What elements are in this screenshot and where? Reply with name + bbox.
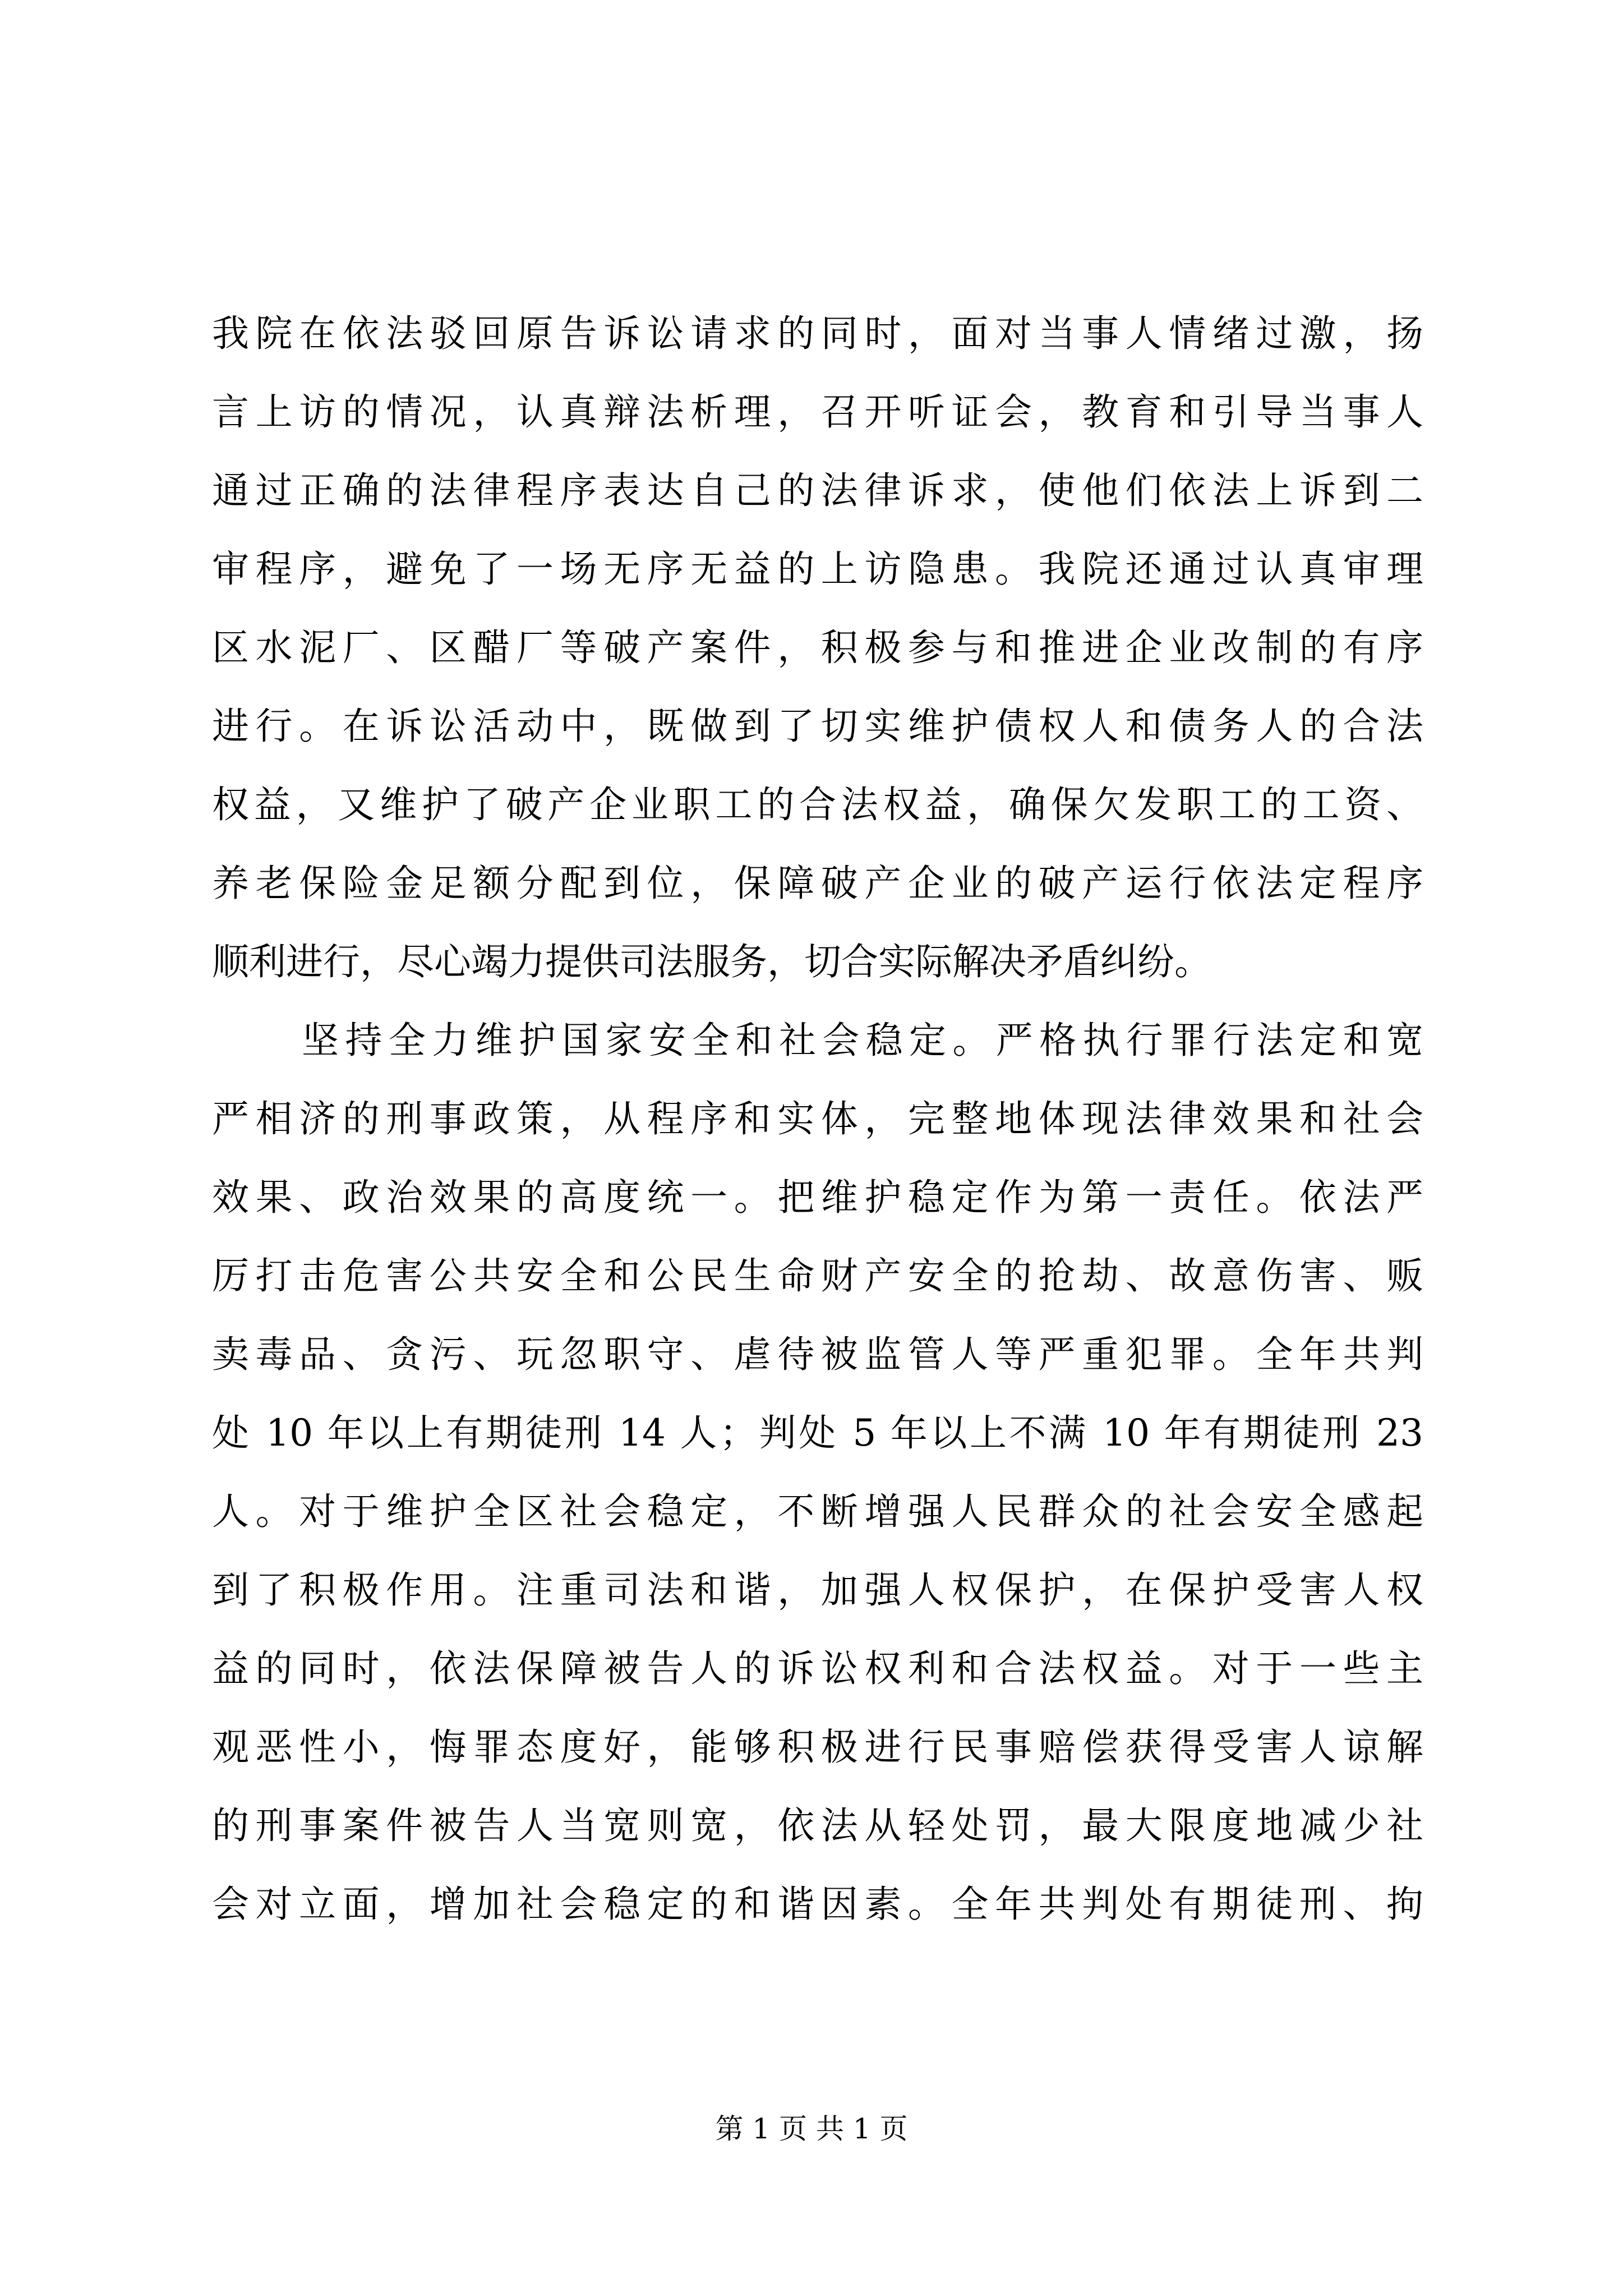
text-line: 进行。在诉讼活动中，既做到了切实维护债权人和债务人的合法: [212, 705, 1423, 748]
page-number: 第 1 页 共 1 页: [715, 2113, 908, 2145]
text-line: 效果、政治效果的高度统一。把维护稳定作为第一责任。依法严: [212, 1176, 1423, 1219]
paragraph-1: [212, 295, 1423, 1001]
text-line: 顺利进行，尽心竭力提供司法服务，切合实际解决矛盾纠纷。: [212, 940, 1211, 983]
text-line: 处 10 年以上有期徒刑 14 人；判处 5 年以上不满 10 年有期徒刑 23: [212, 1411, 1423, 1455]
text-line: 坚持全力维护国家安全和社会稳定。严格执行罪行法定和宽: [302, 1019, 1423, 1062]
paragraph-2: [212, 1001, 1423, 1944]
text-line: 人。对于维护全区社会稳定，不断增强人民群众的社会安全感起: [212, 1490, 1423, 1533]
text-line: 卖毒品、贪污、玩忽职守、虐待被监管人等严重犯罪。全年共判: [212, 1333, 1423, 1376]
text-line: 会对立面，增加社会稳定的和谐因素。全年共判处有期徒刑、拘: [212, 1883, 1423, 1926]
text-line: 通过正确的法律程序表达自己的法律诉求，使他们依法上诉到二: [212, 469, 1423, 512]
text-line: 区水泥厂、区醋厂等破产案件，积极参与和推进企业改制的有序: [212, 626, 1423, 669]
text-line: 到了积极作用。注重司法和谐，加强人权保护，在保护受害人权: [212, 1568, 1423, 1612]
text-line: 言上访的情况，认真辩法析理，召开听证会，教育和引导当事人: [212, 390, 1423, 434]
text-line: 严相济的刑事政策，从程序和实体，完整地体现法律效果和社会: [212, 1097, 1423, 1140]
text-line: 权益，又维护了破产企业职工的合法权益，确保欠发职工的工资、: [212, 783, 1423, 826]
page-footer: [0, 2109, 1623, 2148]
text-line: 厉打击危害公共安全和公民生命财产安全的抢劫、故意伤害、贩: [212, 1254, 1423, 1297]
text-line: 观恶性小，悔罪态度好，能够积极进行民事赔偿获得受害人谅解: [212, 1726, 1423, 1769]
text-line: 审程序，避免了一场无序无益的上访隐患。我院还通过认真审理: [212, 547, 1423, 591]
text-line: 的刑事案件被告人当宽则宽，依法从轻处罚，最大限度地减少社: [212, 1804, 1423, 1847]
text-line: 益的同时，依法保障被告人的诉讼权利和合法权益。对于一些主: [212, 1647, 1423, 1690]
document-body: [212, 295, 1423, 1944]
text-line: 我院在依法驳回原告诉讼请求的同时，面对当事人情绪过激，扬: [212, 312, 1423, 355]
text-line: 养老保险金足额分配到位，保障破产企业的破产运行依法定程序: [212, 862, 1423, 905]
